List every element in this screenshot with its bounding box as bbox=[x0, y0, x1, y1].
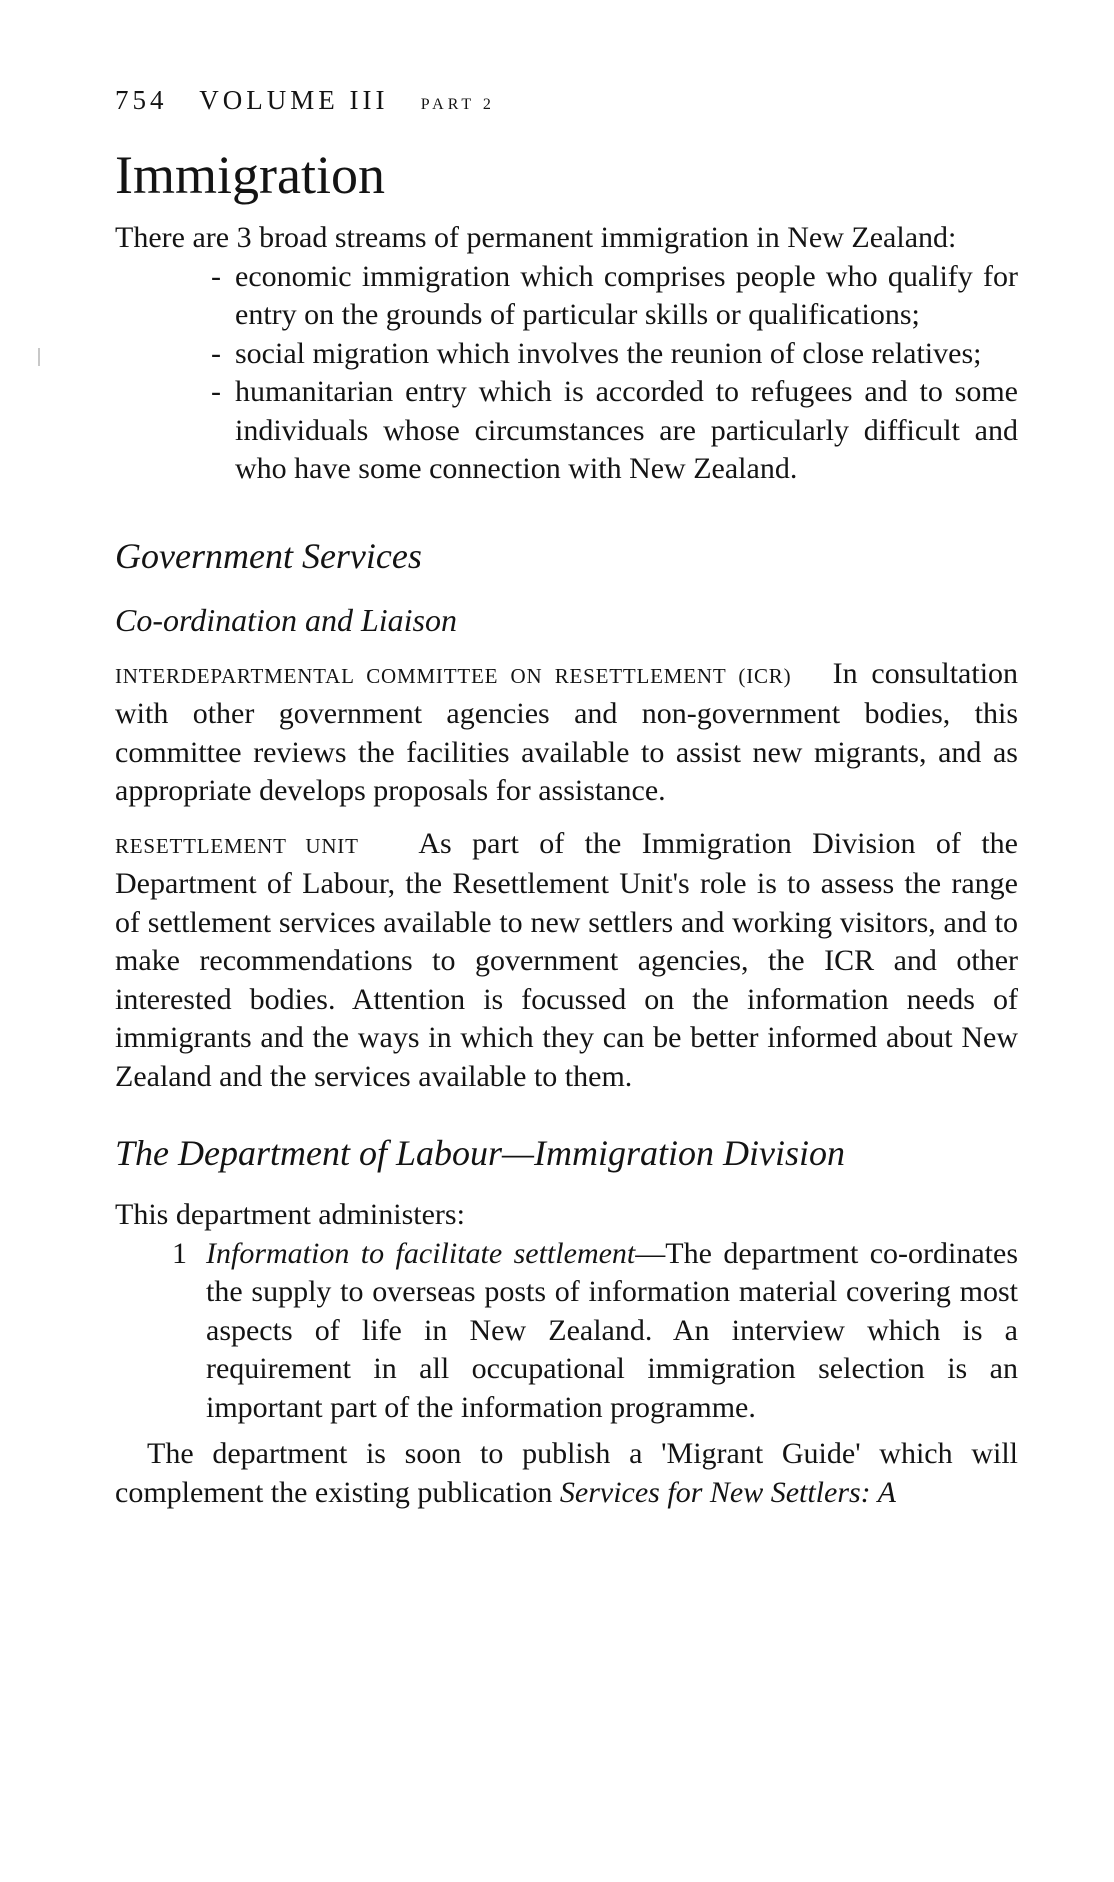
volume-label: VOLUME III bbox=[199, 85, 389, 115]
administered-items-list bbox=[172, 1235, 1018, 1428]
subheading-coordination-liaison: Co-ordination and Liaison bbox=[115, 601, 457, 638]
page bbox=[115, 80, 1018, 1512]
closing-text: The department is soon to publish a 'Migrant Guide' which will complement the existing publication bbox=[115, 1437, 1018, 1509]
immigration-streams-list bbox=[211, 258, 1018, 489]
list-item: - social migration which involves the reunion of close relatives; bbox=[211, 336, 982, 370]
icr-text: In consultation with other government agencies and non-government bodies, this committee reviews the facilities available to assist new migrants, and as appropriate develops proposals for assistance. bbox=[115, 656, 1019, 807]
list-item: - humanitarian entry which is accorded to refugees and to some individuals whose circumstances are particularly difficult and who have some connection with New Zealand. bbox=[211, 375, 1018, 485]
item-text: —The department co-ordinates the supply to overseas posts of information material covering most aspects of life in New Zealand. An interview which is a requirement in all occupational immigration selection is an important part of the information programme. bbox=[206, 1236, 1019, 1424]
list-item: - economic immigration which comprises people who qualify for entry on the grounds of particular skills or qualifications; bbox=[211, 259, 1018, 331]
icr-paragraph bbox=[115, 655, 1018, 811]
item-title: Information to facilitate settlement bbox=[206, 1236, 636, 1270]
part-label: PART 2 bbox=[420, 96, 495, 113]
closing-paragraph bbox=[115, 1435, 1018, 1512]
running-head bbox=[115, 80, 1018, 125]
resettlement-unit-text: As part of the Immigration Division of the Department of Labour, the Resettlement Unit's role is to assess the range of settlement services available to new settlers and working visitors, and to make recommendations to government agencies, the ICR and other interested bodies. Attention is focussed on the information needs of immigrants and the ways in which they can be better informed about New Zealand and the services available to them. bbox=[115, 826, 1018, 1093]
section-heading-department-of-labour: The Department of Labour—Immigration Division bbox=[115, 1133, 846, 1173]
page-number: 754 bbox=[115, 85, 168, 115]
resettlement-unit-paragraph bbox=[115, 825, 1018, 1097]
intro-paragraph: There are 3 broad streams of permanent immigration in New Zealand: bbox=[115, 221, 957, 254]
section-heading-government-services: Government Services bbox=[115, 535, 422, 576]
icr-label: INTERDEPARTMENTAL COMMITTEE ON RESETTLEMENT (ICR) bbox=[115, 663, 792, 688]
department-intro: This department administers: bbox=[115, 1198, 465, 1231]
item-number: 1 bbox=[172, 1236, 187, 1270]
page-title: Immigration bbox=[115, 145, 385, 205]
list-item bbox=[172, 1235, 1018, 1428]
resettlement-unit-label: RESETTLEMENT UNIT bbox=[115, 833, 359, 858]
publication-title: Services for New Settlers: A bbox=[559, 1475, 896, 1509]
margin-mark bbox=[38, 348, 40, 366]
